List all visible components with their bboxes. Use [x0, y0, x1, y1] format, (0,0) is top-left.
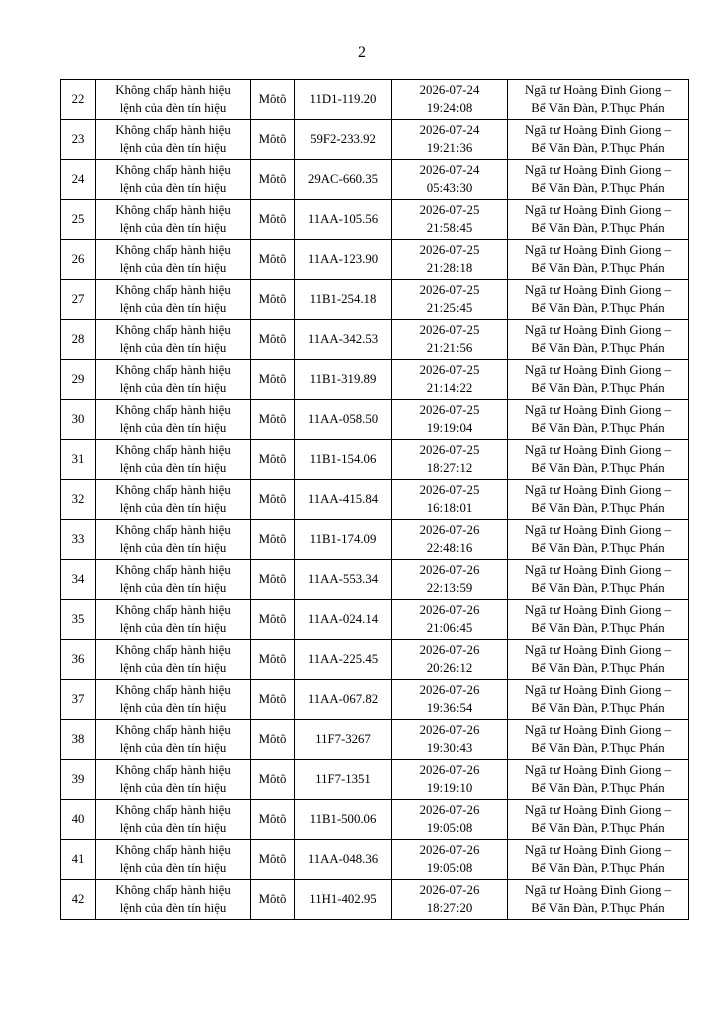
violation-date: 2026-07-26 — [419, 563, 480, 577]
location-cell — [508, 640, 689, 680]
location-line: Bế Văn Đàn, P.Thục Phán — [531, 300, 665, 315]
location-line: Bế Văn Đàn, P.Thục Phán — [531, 460, 665, 475]
license-plate-cell: 11AA-024.14 — [295, 600, 392, 640]
violation-description-line: lệnh của đèn tín hiệu — [119, 580, 227, 595]
violation-time: 19:19:10 — [426, 780, 473, 795]
location-line: Bế Văn Đàn, P.Thục Phán — [531, 820, 665, 835]
violation-date: 2026-07-25 — [419, 403, 480, 417]
timestamp-cell — [392, 440, 508, 480]
location-line: Ngã tư Hoàng Đình Giong – — [525, 483, 671, 497]
row-number-cell: 27 — [61, 280, 96, 320]
row-number-cell: 33 — [61, 520, 96, 560]
license-plate-cell: 11AA-105.56 — [295, 200, 392, 240]
violation-time: 18:27:12 — [426, 460, 473, 475]
location-line: Ngã tư Hoàng Đình Giong – — [525, 563, 671, 577]
vehicle-type-cell: Môtô — [251, 200, 295, 240]
violation-time: 19:36:54 — [426, 700, 473, 715]
violation-time: 19:24:08 — [426, 100, 473, 115]
timestamp-cell — [392, 600, 508, 640]
vehicle-type-cell: Môtô — [251, 400, 295, 440]
violation-description-line: Không chấp hành hiệu — [115, 163, 231, 177]
license-plate-cell: 11D1-119.20 — [295, 80, 392, 120]
violation-time: 19:21:36 — [426, 140, 473, 155]
location-line: Ngã tư Hoàng Đình Giong – — [525, 443, 671, 457]
violation-description-line: Không chấp hành hiệu — [115, 643, 231, 657]
violation-date: 2026-07-24 — [419, 83, 480, 97]
vehicle-type-cell: Môtô — [251, 280, 295, 320]
timestamp-cell — [392, 640, 508, 680]
table-row — [61, 840, 689, 880]
location-line: Ngã tư Hoàng Đình Giong – — [525, 123, 671, 137]
row-number-cell: 25 — [61, 200, 96, 240]
violation-description-line: lệnh của đèn tín hiệu — [119, 340, 227, 355]
license-plate-cell: 11AA-342.53 — [295, 320, 392, 360]
license-plate-cell: 11B1-319.89 — [295, 360, 392, 400]
table-row — [61, 480, 689, 520]
row-number-cell: 32 — [61, 480, 96, 520]
row-number-cell: 24 — [61, 160, 96, 200]
location-line: Bế Văn Đàn, P.Thục Phán — [531, 780, 665, 795]
violation-time: 19:30:43 — [426, 740, 473, 755]
vehicle-type-cell: Môtô — [251, 160, 295, 200]
violation-description-line: Không chấp hành hiệu — [115, 883, 231, 897]
violation-description-line: lệnh của đèn tín hiệu — [119, 780, 227, 795]
license-plate-cell: 11B1-174.09 — [295, 520, 392, 560]
violation-date: 2026-07-26 — [419, 643, 480, 657]
license-plate-cell: 11H1-402.95 — [295, 880, 392, 920]
row-number-cell: 30 — [61, 400, 96, 440]
violation-description-line: Không chấp hành hiệu — [115, 323, 231, 337]
violation-description-cell — [96, 440, 251, 480]
location-line: Ngã tư Hoàng Đình Giong – — [525, 363, 671, 377]
location-cell — [508, 120, 689, 160]
violation-time: 18:27:20 — [426, 900, 473, 915]
timestamp-cell — [392, 120, 508, 160]
violation-date: 2026-07-24 — [419, 123, 480, 137]
location-line: Bế Văn Đàn, P.Thục Phán — [531, 420, 665, 435]
violation-description-line: Không chấp hành hiệu — [115, 83, 231, 97]
violation-date: 2026-07-25 — [419, 443, 480, 457]
location-line: Bế Văn Đàn, P.Thục Phán — [531, 660, 665, 675]
violation-description-cell — [96, 120, 251, 160]
vehicle-type-cell: Môtô — [251, 80, 295, 120]
location-cell — [508, 680, 689, 720]
violation-description-line: Không chấp hành hiệu — [115, 123, 231, 137]
violation-description-line: Không chấp hành hiệu — [115, 523, 231, 537]
table-row — [61, 160, 689, 200]
location-line: Bế Văn Đàn, P.Thục Phán — [531, 860, 665, 875]
vehicle-type-cell: Môtô — [251, 560, 295, 600]
location-line: Bế Văn Đàn, P.Thục Phán — [531, 220, 665, 235]
location-line: Ngã tư Hoàng Đình Giong – — [525, 323, 671, 337]
table-row — [61, 200, 689, 240]
violation-description-cell — [96, 360, 251, 400]
location-line: Ngã tư Hoàng Đình Giong – — [525, 723, 671, 737]
location-line: Bế Văn Đàn, P.Thục Phán — [531, 540, 665, 555]
vehicle-type-cell: Môtô — [251, 520, 295, 560]
license-plate-cell: 59F2-233.92 — [295, 120, 392, 160]
row-number-cell: 37 — [61, 680, 96, 720]
location-cell — [508, 840, 689, 880]
row-number-cell: 28 — [61, 320, 96, 360]
violation-description-cell — [96, 160, 251, 200]
violation-description-cell — [96, 200, 251, 240]
violation-description-line: Không chấp hành hiệu — [115, 563, 231, 577]
violation-time: 22:48:16 — [426, 540, 473, 555]
violation-time: 16:18:01 — [426, 500, 473, 515]
vehicle-type-cell: Môtô — [251, 760, 295, 800]
violation-description-line: Không chấp hành hiệu — [115, 803, 231, 817]
license-plate-cell: 11AA-058.50 — [295, 400, 392, 440]
row-number-cell: 41 — [61, 840, 96, 880]
location-line: Ngã tư Hoàng Đình Giong – — [525, 243, 671, 257]
violation-date: 2026-07-26 — [419, 883, 480, 897]
violation-date: 2026-07-25 — [419, 323, 480, 337]
location-line: Bế Văn Đàn, P.Thục Phán — [531, 740, 665, 755]
violation-description-cell — [96, 560, 251, 600]
location-cell — [508, 520, 689, 560]
license-plate-cell: 11AA-225.45 — [295, 640, 392, 680]
violation-description-line: lệnh của đèn tín hiệu — [119, 100, 227, 115]
location-cell — [508, 480, 689, 520]
violation-time: 21:28:18 — [426, 260, 473, 275]
vehicle-type-cell: Môtô — [251, 480, 295, 520]
violation-description-line: Không chấp hành hiệu — [115, 723, 231, 737]
violation-date: 2026-07-26 — [419, 843, 480, 857]
violation-description-line: lệnh của đèn tín hiệu — [119, 620, 227, 635]
location-cell — [508, 880, 689, 920]
location-line: Ngã tư Hoàng Đình Giong – — [525, 163, 671, 177]
violation-description-line: Không chấp hành hiệu — [115, 763, 231, 777]
timestamp-cell — [392, 400, 508, 440]
timestamp-cell — [392, 520, 508, 560]
vehicle-type-cell: Môtô — [251, 800, 295, 840]
row-number-cell: 26 — [61, 240, 96, 280]
location-line: Bế Văn Đàn, P.Thục Phán — [531, 620, 665, 635]
violation-description-line: lệnh của đèn tín hiệu — [119, 180, 227, 195]
violations-table-body — [61, 80, 689, 920]
violation-description-line: Không chấp hành hiệu — [115, 443, 231, 457]
location-cell — [508, 760, 689, 800]
location-cell — [508, 400, 689, 440]
timestamp-cell — [392, 240, 508, 280]
timestamp-cell — [392, 840, 508, 880]
location-cell — [508, 720, 689, 760]
vehicle-type-cell: Môtô — [251, 600, 295, 640]
violation-description-line: Không chấp hành hiệu — [115, 243, 231, 257]
page-number: 2 — [358, 44, 366, 61]
violation-date: 2026-07-25 — [419, 283, 480, 297]
table-row — [61, 440, 689, 480]
violation-description-line: lệnh của đèn tín hiệu — [119, 300, 227, 315]
location-line: Ngã tư Hoàng Đình Giong – — [525, 803, 671, 817]
violation-date: 2026-07-25 — [419, 243, 480, 257]
violation-date: 2026-07-25 — [419, 203, 480, 217]
violation-date: 2026-07-25 — [419, 483, 480, 497]
location-line: Ngã tư Hoàng Đình Giong – — [525, 843, 671, 857]
location-line: Ngã tư Hoàng Đình Giong – — [525, 523, 671, 537]
row-number-cell: 22 — [61, 80, 96, 120]
violation-description-line: lệnh của đèn tín hiệu — [119, 900, 227, 915]
table-row — [61, 600, 689, 640]
row-number-cell: 23 — [61, 120, 96, 160]
violation-time: 22:13:59 — [426, 580, 473, 595]
vehicle-type-cell: Môtô — [251, 320, 295, 360]
location-cell — [508, 240, 689, 280]
vehicle-type-cell: Môtô — [251, 720, 295, 760]
violation-description-line: lệnh của đèn tín hiệu — [119, 820, 227, 835]
violation-description-cell — [96, 680, 251, 720]
vehicle-type-cell: Môtô — [251, 360, 295, 400]
violation-date: 2026-07-24 — [419, 163, 480, 177]
violation-description-line: Không chấp hành hiệu — [115, 363, 231, 377]
violation-description-line: Không chấp hành hiệu — [115, 203, 231, 217]
location-line: Ngã tư Hoàng Đình Giong – — [525, 603, 671, 617]
row-number-cell: 42 — [61, 880, 96, 920]
location-line: Ngã tư Hoàng Đình Giong – — [525, 83, 671, 97]
vehicle-type-cell: Môtô — [251, 640, 295, 680]
violation-description-line: lệnh của đèn tín hiệu — [119, 140, 227, 155]
location-line: Bế Văn Đàn, P.Thục Phán — [531, 700, 665, 715]
violation-description-cell — [96, 320, 251, 360]
license-plate-cell: 11B1-500.06 — [295, 800, 392, 840]
location-cell — [508, 560, 689, 600]
license-plate-cell: 11B1-154.06 — [295, 440, 392, 480]
vehicle-type-cell: Môtô — [251, 120, 295, 160]
timestamp-cell — [392, 160, 508, 200]
violation-description-line: Không chấp hành hiệu — [115, 483, 231, 497]
violation-date: 2026-07-26 — [419, 683, 480, 697]
table-row — [61, 400, 689, 440]
location-cell — [508, 200, 689, 240]
table-row — [61, 280, 689, 320]
violation-description-line: lệnh của đèn tín hiệu — [119, 860, 227, 875]
timestamp-cell — [392, 560, 508, 600]
timestamp-cell — [392, 360, 508, 400]
violation-description-line: lệnh của đèn tín hiệu — [119, 500, 227, 515]
table-row — [61, 760, 689, 800]
location-line: Ngã tư Hoàng Đình Giong – — [525, 203, 671, 217]
row-number-cell: 29 — [61, 360, 96, 400]
violation-description-line: lệnh của đèn tín hiệu — [119, 220, 227, 235]
violation-description-cell — [96, 240, 251, 280]
violation-description-line: lệnh của đèn tín hiệu — [119, 380, 227, 395]
license-plate-cell: 11AA-415.84 — [295, 480, 392, 520]
vehicle-type-cell: Môtô — [251, 840, 295, 880]
violation-description-line: Không chấp hành hiệu — [115, 283, 231, 297]
violation-date: 2026-07-26 — [419, 603, 480, 617]
table-row — [61, 560, 689, 600]
table-row — [61, 520, 689, 560]
timestamp-cell — [392, 680, 508, 720]
violations-table — [60, 79, 689, 920]
location-cell — [508, 160, 689, 200]
license-plate-cell: 11AA-048.36 — [295, 840, 392, 880]
violation-time: 21:14:22 — [426, 380, 473, 395]
violation-description-cell — [96, 840, 251, 880]
location-line: Ngã tư Hoàng Đình Giong – — [525, 883, 671, 897]
row-number-cell: 31 — [61, 440, 96, 480]
license-plate-cell: 11B1-254.18 — [295, 280, 392, 320]
violation-description-line: Không chấp hành hiệu — [115, 843, 231, 857]
location-line: Bế Văn Đàn, P.Thục Phán — [531, 900, 665, 915]
violation-date: 2026-07-25 — [419, 363, 480, 377]
violation-description-line: lệnh của đèn tín hiệu — [119, 540, 227, 555]
license-plate-cell: 11F7-3267 — [295, 720, 392, 760]
violation-description-cell — [96, 880, 251, 920]
table-row — [61, 880, 689, 920]
location-cell — [508, 360, 689, 400]
violation-description-cell — [96, 600, 251, 640]
location-line: Ngã tư Hoàng Đình Giong – — [525, 643, 671, 657]
license-plate-cell: 11AA-123.90 — [295, 240, 392, 280]
vehicle-type-cell: Môtô — [251, 240, 295, 280]
violation-description-cell — [96, 640, 251, 680]
violation-date: 2026-07-26 — [419, 763, 480, 777]
location-line: Ngã tư Hoàng Đình Giong – — [525, 683, 671, 697]
row-number-cell: 35 — [61, 600, 96, 640]
violation-time: 21:06:45 — [426, 620, 473, 635]
row-number-cell: 36 — [61, 640, 96, 680]
violation-description-line: lệnh của đèn tín hiệu — [119, 740, 227, 755]
violation-time: 21:58:45 — [426, 220, 473, 235]
violation-description-line: Không chấp hành hiệu — [115, 683, 231, 697]
table-row — [61, 720, 689, 760]
timestamp-cell — [392, 800, 508, 840]
violation-time: 19:05:08 — [426, 860, 473, 875]
violation-description-cell — [96, 400, 251, 440]
violation-time: 05:43:30 — [426, 180, 473, 195]
timestamp-cell — [392, 880, 508, 920]
license-plate-cell: 29AC-660.35 — [295, 160, 392, 200]
license-plate-cell: 11AA-553.34 — [295, 560, 392, 600]
violation-time: 19:19:04 — [426, 420, 473, 435]
table-row — [61, 680, 689, 720]
table-row — [61, 360, 689, 400]
table-row — [61, 320, 689, 360]
violation-description-line: lệnh của đèn tín hiệu — [119, 460, 227, 475]
location-line: Bế Văn Đàn, P.Thục Phán — [531, 380, 665, 395]
violation-description-line: lệnh của đèn tín hiệu — [119, 260, 227, 275]
license-plate-cell: 11AA-067.82 — [295, 680, 392, 720]
violation-description-line: lệnh của đèn tín hiệu — [119, 660, 227, 675]
violation-description-line: Không chấp hành hiệu — [115, 603, 231, 617]
row-number-cell: 34 — [61, 560, 96, 600]
row-number-cell: 38 — [61, 720, 96, 760]
table-row — [61, 640, 689, 680]
vehicle-type-cell: Môtô — [251, 440, 295, 480]
location-cell — [508, 320, 689, 360]
location-cell — [508, 600, 689, 640]
table-row — [61, 240, 689, 280]
violation-description-cell — [96, 760, 251, 800]
location-line: Bế Văn Đàn, P.Thục Phán — [531, 500, 665, 515]
violation-description-cell — [96, 520, 251, 560]
violation-date: 2026-07-26 — [419, 723, 480, 737]
row-number-cell: 39 — [61, 760, 96, 800]
violation-description-cell — [96, 80, 251, 120]
timestamp-cell — [392, 80, 508, 120]
location-line: Ngã tư Hoàng Đình Giong – — [525, 763, 671, 777]
table-row — [61, 120, 689, 160]
violation-description-line: lệnh của đèn tín hiệu — [119, 700, 227, 715]
timestamp-cell — [392, 200, 508, 240]
location-line: Ngã tư Hoàng Đình Giong – — [525, 283, 671, 297]
location-line: Bế Văn Đàn, P.Thục Phán — [531, 140, 665, 155]
violation-description-cell — [96, 280, 251, 320]
timestamp-cell — [392, 480, 508, 520]
timestamp-cell — [392, 320, 508, 360]
location-line: Bế Văn Đàn, P.Thục Phán — [531, 340, 665, 355]
timestamp-cell — [392, 280, 508, 320]
violation-description-cell — [96, 800, 251, 840]
table-row — [61, 800, 689, 840]
location-line: Bế Văn Đàn, P.Thục Phán — [531, 580, 665, 595]
violation-description-line: lệnh của đèn tín hiệu — [119, 420, 227, 435]
location-line: Ngã tư Hoàng Đình Giong – — [525, 403, 671, 417]
table-row — [61, 80, 689, 120]
row-number-cell: 40 — [61, 800, 96, 840]
location-line: Bế Văn Đàn, P.Thục Phán — [531, 180, 665, 195]
location-line: Bế Văn Đàn, P.Thục Phán — [531, 100, 665, 115]
location-cell — [508, 800, 689, 840]
timestamp-cell — [392, 760, 508, 800]
timestamp-cell — [392, 720, 508, 760]
violation-description-cell — [96, 480, 251, 520]
location-cell — [508, 440, 689, 480]
location-line: Bế Văn Đàn, P.Thục Phán — [531, 260, 665, 275]
violation-time: 21:21:56 — [426, 340, 473, 355]
violation-description-cell — [96, 720, 251, 760]
violation-date: 2026-07-26 — [419, 523, 480, 537]
vehicle-type-cell: Môtô — [251, 880, 295, 920]
location-cell — [508, 280, 689, 320]
location-cell — [508, 80, 689, 120]
violation-description-line: Không chấp hành hiệu — [115, 403, 231, 417]
vehicle-type-cell: Môtô — [251, 680, 295, 720]
violation-time: 21:25:45 — [426, 300, 473, 315]
violation-time: 20:26:12 — [426, 660, 473, 675]
license-plate-cell: 11F7-1351 — [295, 760, 392, 800]
violation-time: 19:05:08 — [426, 820, 473, 835]
violation-date: 2026-07-26 — [419, 803, 480, 817]
